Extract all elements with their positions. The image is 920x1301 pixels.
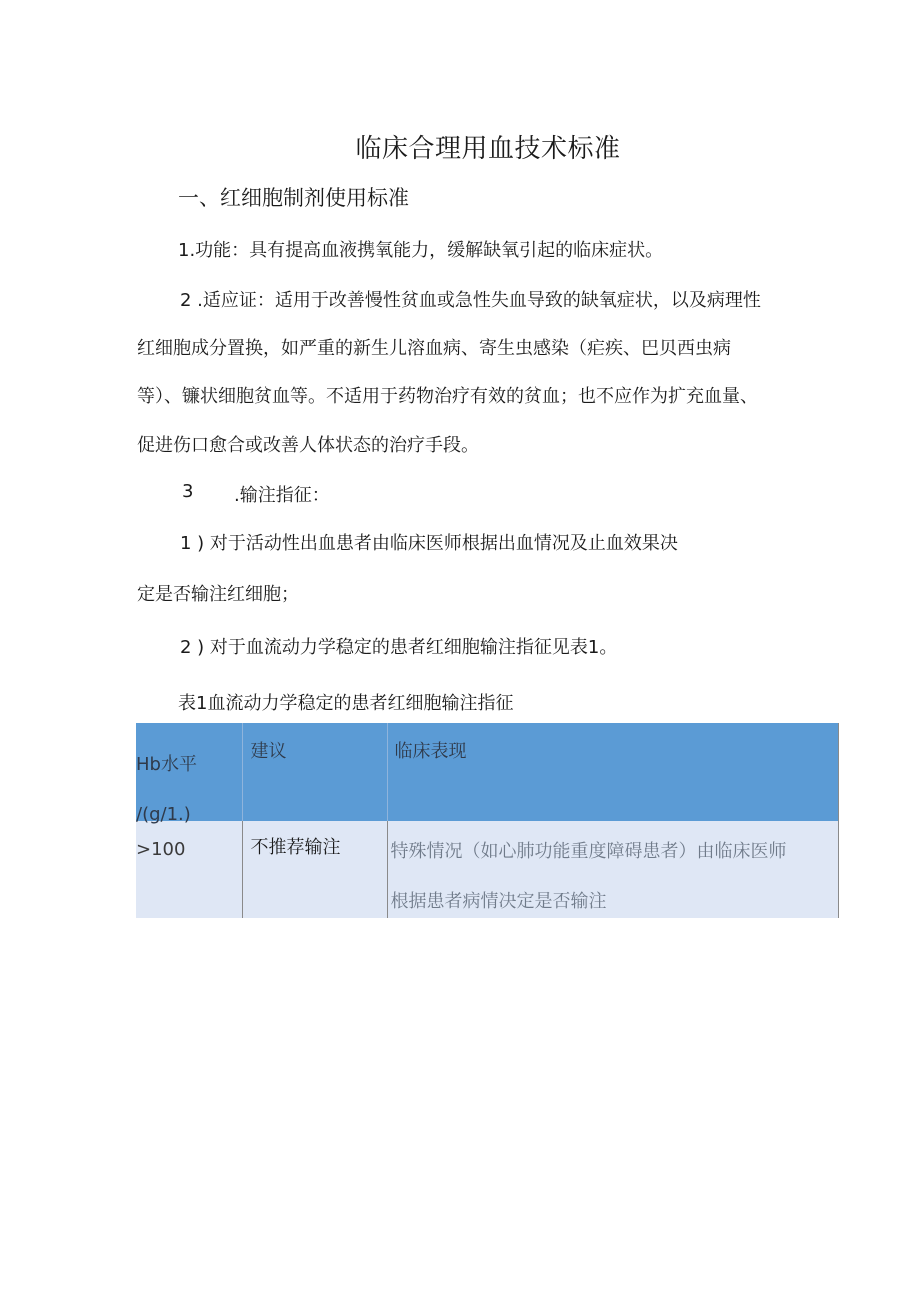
header-clinical-label: 临床表现 bbox=[394, 741, 467, 762]
paragraph-transfusion-number: 3 bbox=[182, 481, 194, 502]
list-item-1-line2: 定是否输注红细胞； bbox=[137, 584, 299, 605]
table-caption: 表1血流动力学稳定的患者红细胞输注指征 bbox=[178, 693, 514, 714]
table-row bbox=[136, 821, 838, 918]
paragraph-indication-line3: 等）、镰状细胞贫血等。不适用于药物治疗有效的贫血；也不应作为扩充血量、 bbox=[137, 386, 758, 407]
header-clinical bbox=[387, 723, 838, 821]
table-header-row bbox=[136, 723, 838, 821]
header-hb-level bbox=[136, 723, 242, 825]
paragraph-transfusion-label: .输注指征： bbox=[234, 485, 330, 506]
paragraph-function: 1.功能：具有提高血液携氧能力，缓解缺氧引起的临床症状。 bbox=[178, 240, 664, 261]
cell-clinical-line1: 特殊情况（如心肺功能重度障碍患者）由临床医师 bbox=[390, 841, 787, 862]
header-advice-label: 建议 bbox=[250, 741, 287, 762]
cell-advice bbox=[242, 821, 387, 918]
indication-table bbox=[136, 723, 839, 918]
paragraph-indication-line1: 2 .适应证：适用于改善慢性贫血或急性失血导致的缺氧症状，以及病理性 bbox=[180, 290, 761, 311]
paragraph-indication-line2: 红细胞成分置换，如严重的新生儿溶血病、寄生虫感染（疟疾、巴贝西虫病 bbox=[137, 338, 731, 359]
paragraph-indication-line4: 促进伤口愈合或改善人体状态的治疗手段。 bbox=[137, 435, 479, 456]
header-advice bbox=[242, 723, 387, 821]
cell-advice-value: 不推荐输注 bbox=[250, 837, 341, 858]
page-title: 临床合理用血技术标准 bbox=[355, 134, 621, 164]
cell-hb-value: >100 bbox=[136, 839, 186, 860]
section-heading: 一、红细胞制剂使用标准 bbox=[178, 186, 409, 210]
list-item-2: 2 ) 对于血流动力学稳定的患者红细胞输注指征见表1。 bbox=[180, 637, 618, 658]
cell-clinical bbox=[387, 821, 838, 918]
list-item-1-line1: 1 ) 对于活动性出血患者由临床医师根据出血情况及止血效果决 bbox=[180, 533, 678, 554]
header-hb-line1: Hb水平 bbox=[136, 754, 197, 775]
header-hb-line2: /(g/1.) bbox=[136, 804, 191, 825]
cell-hb bbox=[136, 821, 242, 918]
cell-clinical-line2: 根据患者病情决定是否输注 bbox=[390, 891, 607, 912]
